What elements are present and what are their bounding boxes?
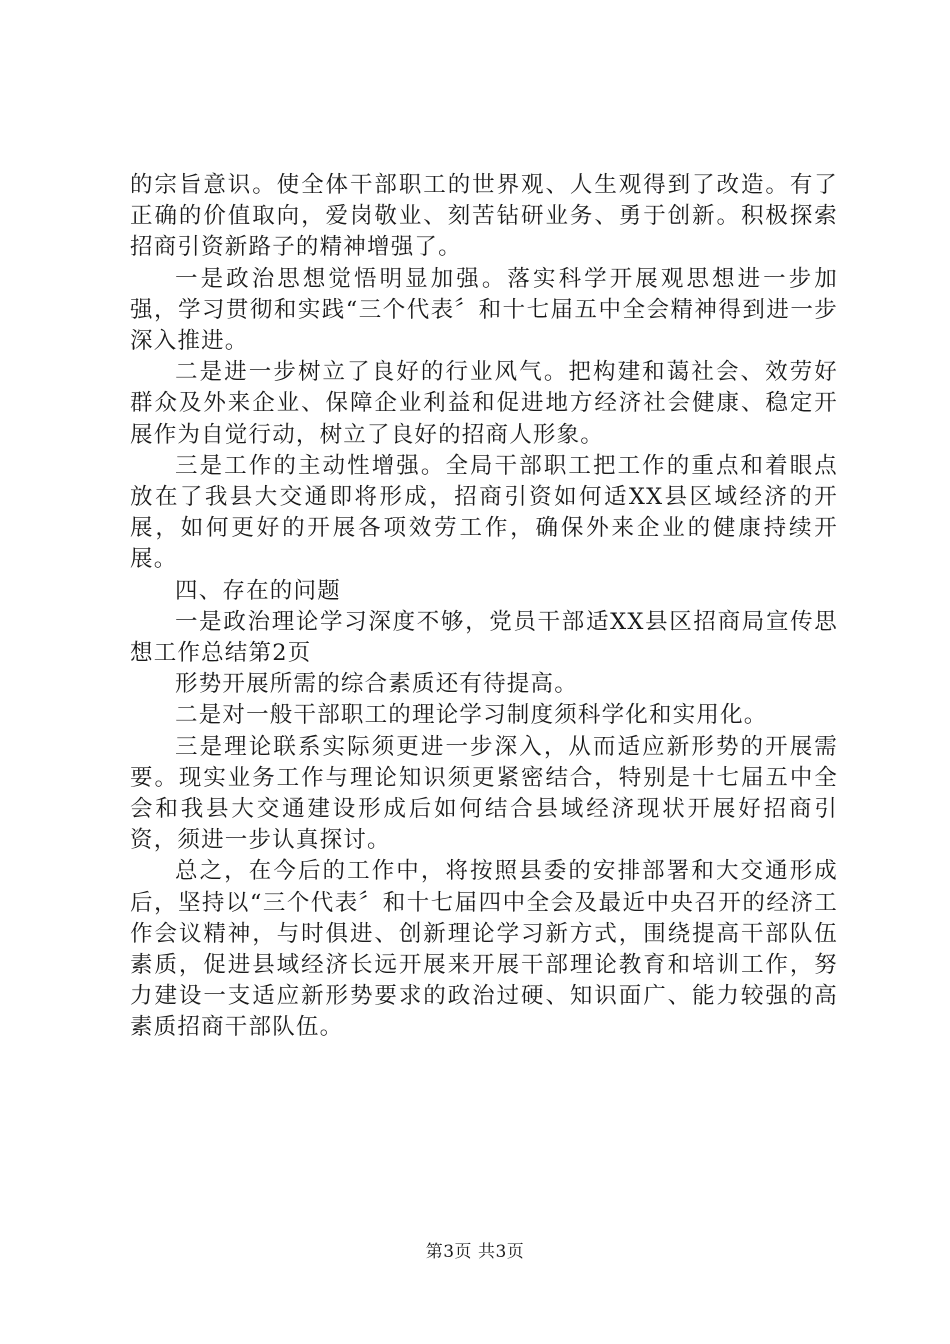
paragraph-problem-two: 二是对一般干部职工的理论学习制度须科学化和实用化。 [175,702,768,729]
paragraph-continuation: 的宗旨意识。使全体干部职工的世界观、人生观得到了改造。有了正确的价值取向，爱岗敬业、刻苦钻研业务、勇于创新。积极探索招商引资新路子的精神增强了。 [130,172,838,261]
paragraph-work-initiative: 三是工作的主动性增强。全局干部职工把工作的重点和着眼点放在了我县大交通即将形成，招商引资如何适XX县区域经济的开展，如何更好的开展各项效劳工作，确保外来企业的健康持续开展。 [130,452,838,573]
paragraph-conclusion: 总之，在今后的工作中，将按照县委的安排部署和大交通形成后，坚持以“三个代表〞和十七届四中全会及最近中央召开的经济工作会议精神，与时俱进、创新理论学习新方式，围绕提高干部队伍素质，促进县域经济长远开展来开展干部理论教育和培训工作，努力建设一支适应新形势要求的政治过硬、知识面广、能力较强的高素质招商干部队伍。 [130,858,838,1041]
document-body [130,170,838,1044]
section-heading-problems: 四、存在的问题 [175,577,341,604]
paragraph-problem-three: 三是理论联系实际须更进一步深入，从而适应新形势的开展需要。现实业务工作与理论知识须更紧密结合，特别是十七届五中全会和我县大交通建设形成后如何结合县域经济现状开展好招商引资，须进一步认真探讨。 [130,733,838,854]
paragraph-political-awareness: 一是政治思想觉悟明显加强。落实科学开展观思想进一步加强，学习贯彻和实践“三个代表〞和十七届五中全会精神得到进一步深入推进。 [130,265,838,355]
paragraph-problem-one-continued: 形势开展所需的综合素质还有待提高。 [175,671,578,698]
page-number-footer: 第3页 共3页 [425,1242,525,1262]
paragraph-problem-one: 一是政治理论学习深度不够，党员干部适XX县区招商局宣传思想工作总结第2页 [130,608,838,667]
paragraph-industry-culture: 二是进一步树立了良好的行业风气。把构建和蔼社会、效劳好群众及外来企业、保障企业利益和促进地方经济社会健康、稳定开展作为自觉行动，树立了良好的招商人形象。 [130,359,838,448]
